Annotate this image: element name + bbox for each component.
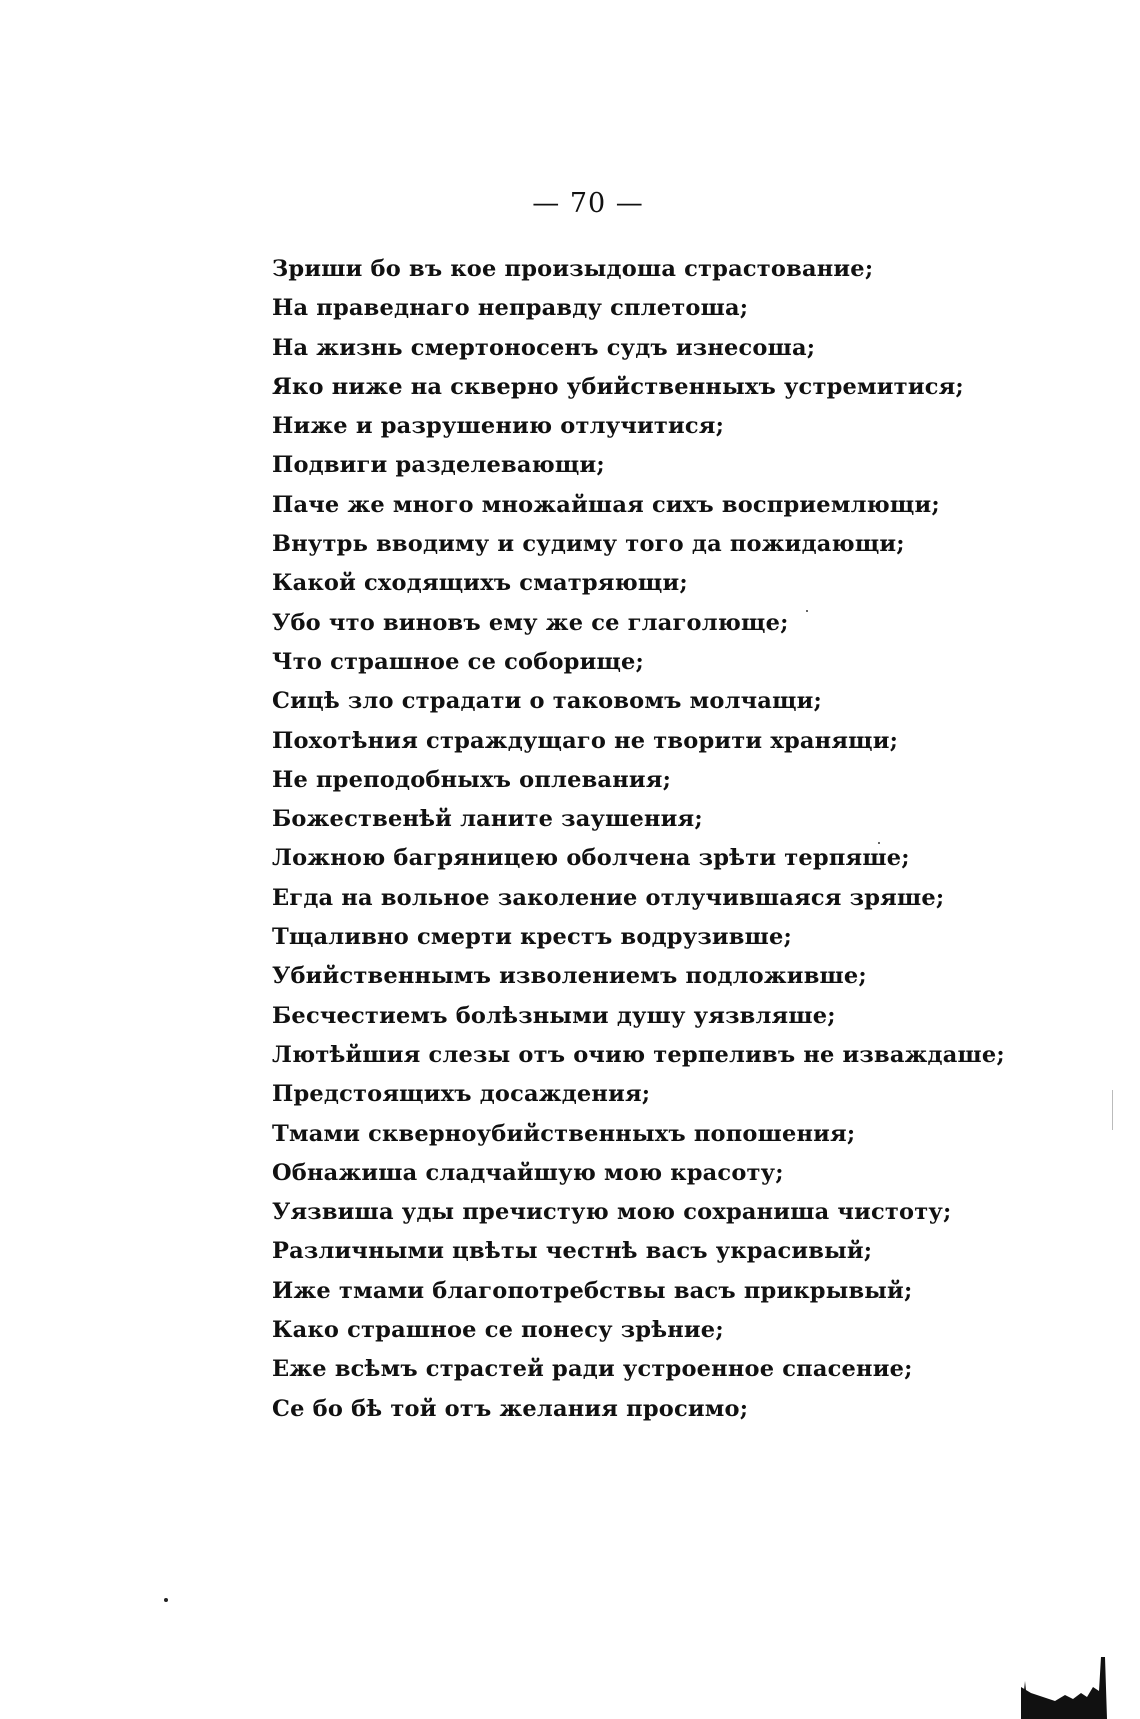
poem-line: Обнажиша сладчайшую мою красоту; (272, 1159, 784, 1186)
poem-line: Убийственнымъ изволениемъ подложивше; (272, 963, 867, 990)
poem-line: Подвиги разделевающи; (272, 452, 605, 479)
poem-line: Егда на вольное заколение отлучившаяся зряше; (272, 884, 945, 911)
poem-line: На жизнь смертоносенъ судъ изнесоша; (272, 334, 816, 361)
poem-line: Сицѣ зло страдати о таковомъ молчащи; (272, 688, 823, 715)
poem-line: Какой сходящихъ сматряющи; (272, 570, 688, 597)
poem-line: Паче же много множайшая сихъ восприемлющи; (272, 491, 940, 518)
ink-dot (164, 1598, 168, 1602)
poem-line: Убо что виновъ ему же се глаголюще; (272, 609, 789, 636)
poem-line: Похотѣния страждущаго не творити хранящи; (272, 727, 899, 754)
poem-line: Тщаливно смерти крестъ водрузивше; (272, 924, 793, 951)
poem-line: Божественѣй ланите заушения; (272, 806, 703, 833)
poem-line: Бесчестиемъ болѣзными душу уязвляше; (272, 1002, 836, 1029)
poem-line: Предстоящихъ досаждения; (272, 1081, 651, 1108)
poem-line: Еже всѣмъ страстей ради устроенное спасение; (272, 1356, 913, 1383)
page-number-text: — 70 — (532, 188, 644, 219)
ink-speck (806, 610, 808, 612)
page-number (0, 188, 1140, 219)
poem-line: Яко ниже на скверно убийственныхъ устремитися; (272, 373, 964, 400)
poem-line: Зриши бо въ кое произыдоша страстование; (272, 256, 874, 282)
poem-line: Различными цвѣты честнѣ васъ украсивый; (272, 1238, 873, 1265)
poem-line: Тмами скверноубийственныхъ попошения; (272, 1120, 856, 1147)
poem-line: Се бо бѣ той отъ желания просимо; (272, 1395, 749, 1422)
poem-line: Не преподобныхъ оплевания; (272, 766, 672, 793)
poem-text (272, 250, 1005, 1429)
poem-line: На праведнаго неправду сплетоша; (272, 295, 749, 322)
poem-line: Уязвиша уды пречистую мою сохраниша чистоту; (272, 1199, 952, 1226)
ink-speck (878, 842, 880, 844)
poem-line: Ниже и разрушению отлучитися; (272, 413, 725, 440)
poem-line: Ложною багряницею оболчена зрѣти терпяше; (272, 845, 910, 872)
page-edge-scan-artifact (1021, 1657, 1107, 1719)
poem-line: Иже тмами благопотребствы васъ прикрывый; (272, 1277, 913, 1304)
poem-line: Лютѣйшия слезы отъ очию терпеливъ не изваждаше; (272, 1041, 1005, 1068)
poem-line: Что страшное се соборище; (272, 648, 645, 675)
poem-line: Внутрь вводиму и судиму того да пожидающи; (272, 531, 905, 558)
poem-line: Како страшное се понесу зрѣние; (272, 1317, 724, 1344)
margin-mark (1112, 1090, 1113, 1130)
